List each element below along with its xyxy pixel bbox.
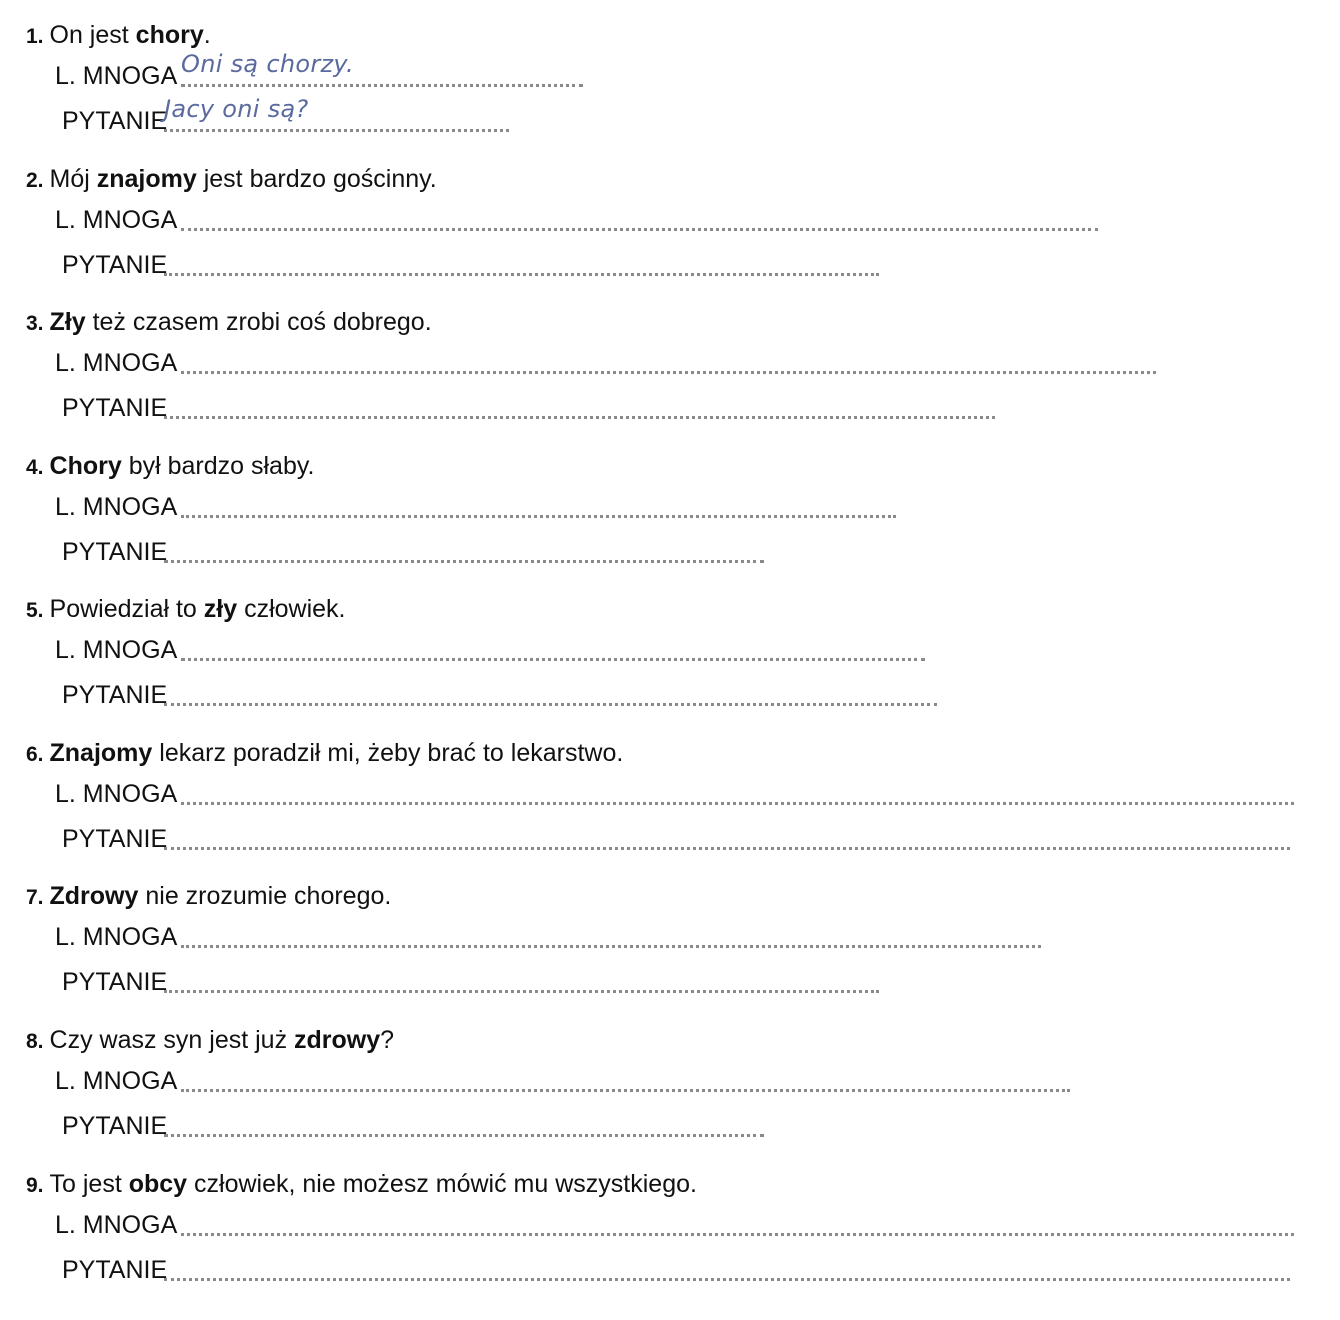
sentence-text-after: ? [380,1026,395,1054]
exercise-number: 3. [26,312,44,335]
question-dotted-line [164,703,937,706]
plural-label: L. MNOGA [55,62,178,90]
plural-dotted-line [181,1233,1294,1236]
sentence-text-before: Powiedział to [49,595,204,623]
question-label: PYTANIE [62,107,168,135]
plural-label: L. MNOGA [55,923,178,951]
exercise-1 [0,4,1340,148]
sentence-text-after: człowiek. [237,595,346,623]
exercise-number: 6. [26,743,44,766]
question-label: PYTANIE [62,1256,168,1284]
exercise-sentence [26,305,432,341]
sentence-bold-word: Znajomy [49,739,153,767]
question-label: PYTANIE [62,968,168,996]
plural-dotted-line [181,802,1294,805]
plural-label: L. MNOGA [55,780,178,808]
sentence-bold-word: obcy [128,1170,188,1198]
plural-dotted-line [181,515,896,518]
sentence-text-before: Czy wasz syn jest już [49,1026,295,1054]
sentence-text-after: lekarz poradził mi, żeby brać to lekarstwo. [152,739,624,767]
exercise-6 [0,722,1340,866]
question-dotted-line [164,1278,1290,1281]
plural-dotted-line [181,945,1041,948]
plural-dotted-line [181,84,583,87]
exercise-5 [0,578,1340,722]
question-label: PYTANIE [62,1112,168,1140]
sentence-bold-word: zdrowy [294,1026,381,1054]
exercise-sentence [26,449,314,485]
sentence-bold-word: Chory [49,452,122,480]
exercise-number: 8. [26,1030,44,1053]
question-dotted-line [164,560,764,563]
sentence-text-after: jest bardzo gościnny. [196,165,437,193]
plural-label: L. MNOGA [55,349,178,377]
question-label: PYTANIE [62,251,168,279]
plural-dotted-line [181,228,1098,231]
question-label: PYTANIE [62,681,168,709]
sentence-text-before: On jest [49,21,136,49]
exercise-number: 2. [26,169,44,192]
plural-label: L. MNOGA [55,493,178,521]
exercise-sentence [26,736,623,772]
sentence-text-before: Mój [49,165,97,193]
exercise-number: 4. [26,456,44,479]
question-label: PYTANIE [62,825,168,853]
question-answer-text: Jacy oni są? [164,95,309,123]
plural-label: L. MNOGA [55,206,178,234]
exercise-2 [0,148,1340,292]
plural-label: L. MNOGA [55,1211,178,1239]
exercise-4 [0,435,1340,579]
exercise-number: 9. [26,1174,44,1197]
plural-label: L. MNOGA [55,636,178,664]
plural-answer-text: Oni są chorzy. [181,50,354,78]
exercise-sentence [26,592,346,628]
question-dotted-line [164,273,879,276]
sentence-bold-word: Zły [49,308,86,336]
exercise-8 [0,1009,1340,1153]
plural-dotted-line [181,1089,1070,1092]
exercise-sentence [26,1023,394,1059]
question-label: PYTANIE [62,538,168,566]
plural-label: L. MNOGA [55,1067,178,1095]
exercise-number: 1. [26,25,44,48]
question-dotted-line [164,990,879,993]
question-dotted-line [164,1134,764,1137]
exercise-sentence [26,879,391,915]
exercise-number: 5. [26,599,44,622]
sentence-text-after: nie zrozumie chorego. [138,882,392,910]
exercise-number: 7. [26,886,44,909]
sentence-bold-word: znajomy [96,165,197,193]
sentence-text-before: To jest [49,1170,129,1198]
question-label: PYTANIE [62,394,168,422]
exercise-sentence [26,1167,697,1203]
question-dotted-line [164,847,1290,850]
exercise-sentence [26,162,437,198]
plural-dotted-line [181,371,1156,374]
sentence-text-after: człowiek, nie możesz mówić mu wszystkiego. [187,1170,697,1198]
question-dotted-line [164,129,509,132]
exercise-9 [0,1153,1340,1297]
exercise-3 [0,291,1340,435]
sentence-bold-word: zły [203,595,238,623]
sentence-bold-word: Zdrowy [49,882,139,910]
exercise-7 [0,865,1340,1009]
sentence-bold-word: chory [135,21,204,49]
sentence-text-after: . [203,21,211,49]
sentence-text-after: był bardzo słaby. [121,452,315,480]
question-dotted-line [164,416,995,419]
plural-dotted-line [181,658,925,661]
sentence-text-after: też czasem zrobi coś dobrego. [85,308,432,336]
